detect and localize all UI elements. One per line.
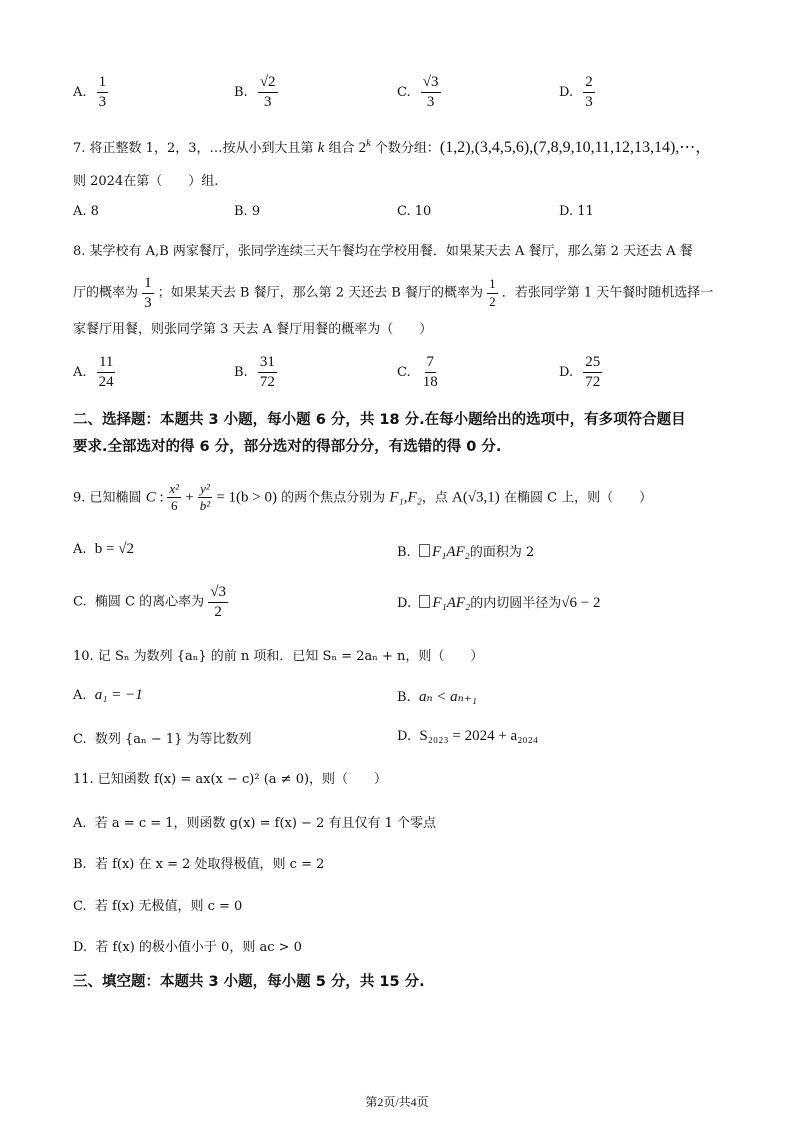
q8-option-c: C. $\frac{7}{18}$ (397, 354, 438, 390)
q8-stem-line3: 家餐厅用餐，则张同学第 3 天去 A 餐厅用餐的概率为（ ） (73, 322, 433, 337)
q9-option-b: B. F₁AF₂的面积为 2 (397, 544, 535, 560)
q11-option-c: C. 若 f(x) 无极值，则 c = 0 (73, 899, 243, 914)
q6-option-a: A. $\frac{1}{3}$ (73, 74, 107, 110)
q7-option-b: B. 9 (234, 204, 261, 219)
q7-stem-line1: 7. 将正整数 1，2，3，…按从小到大且第 k 组合 2$^k$ 个数分组：(1,2),(3,4,5,6),(7,8,9,10,11,12,13,14),⋯， (73, 138, 712, 156)
q8-stem-line1: 8. 某学校有 A,B 两家餐厅，张同学连续三天午餐均在学校用餐．如果某天去 A 餐厅，那么第 2 天还去 A 餐 (73, 244, 693, 259)
fraction: $\frac{1}{3}$ (98, 74, 107, 110)
fraction: $\frac{7}{18}$ (422, 354, 438, 390)
fraction: $\frac{11}{24}$ (98, 354, 114, 390)
q11-option-d: D. 若 f(x) 的极小值小于 0，则 ac > 0 (73, 940, 302, 955)
fraction: $\frac{2}{3}$ (585, 74, 593, 110)
q8-option-b: B. $\frac{31}{72}$ (234, 354, 275, 390)
q7-option-c: C. 10 (397, 204, 432, 219)
q9-option-a: A. b = √2 (73, 541, 134, 557)
page-footer: 第2页/共4页 (365, 1095, 429, 1109)
q9-stem: 9. 已知椭圆 C : $\frac{\text{x²}}{6}$ + $\frac{\text{y²}}{\text{b²}}$ = 1(b > 0) 的两个焦点分别为 F₁,F₂，点 A(√3,1) 在椭圆 C 上，则（ ） (73, 481, 653, 514)
q10-option-b: B. aₙ < aₙ₊₁ (397, 689, 477, 705)
fraction: $\frac{√2}{3}$ (259, 74, 276, 110)
q8-stem-line2: 厅的概率为 $\frac{1}{3}$ ；如果某天去 B 餐厅，那么第 2 天还去 B 餐厅的概率为 $\frac{1}{2}$ ．若张同学第 1 天午餐时随机选择一 (73, 275, 714, 311)
q8-option-d: D. $\frac{25}{72}$ (559, 354, 601, 390)
fraction: $\frac{√3}{2}$ (210, 584, 226, 620)
fraction: $\frac{\text{y²}}{\text{b²}}$ (199, 481, 211, 514)
q11-option-a: A. 若 a = c = 1，则函数 g(x) = f(x) − 2 有且仅有 1 个零点 (73, 816, 437, 831)
q11-stem: 11. 已知函数 f(x) = ax(x − c)² (a ≠ 0)，则（ ） (73, 772, 388, 787)
q6-option-b: B. $\frac{√2}{3}$ (234, 74, 276, 110)
q10-option-c: C. 数列 {aₙ − 1} 为等比数列 (73, 732, 252, 747)
q7-option-a: A. 8 (73, 204, 99, 219)
q7-stem-line2: 则 2024在第（ ）组. (73, 174, 219, 189)
section-3-heading: 三、填空题：本题共 3 小题，每小题 5 分，共 15 分. (73, 974, 425, 990)
fraction: $\frac{25}{72}$ (585, 354, 601, 390)
q7-option-d: D. 11 (559, 204, 594, 219)
section-2-heading: 二、选择题：本题共 3 小题，每小题 6 分，共 18 分.在每小题给出的选项中，有多项符合题目 要求.全部选对的得 6 分，部分选对的得部分分，有选错的得 0 分. (73, 412, 686, 455)
q10-stem: 10. 记 Sₙ 为数列 {aₙ} 的前 n 项和．已知 Sₙ = 2aₙ + n，则（ ） (73, 649, 484, 664)
fraction: $\frac{\text{x²}}{6}$ (169, 481, 180, 514)
q11-option-b: B. 若 f(x) 在 x = 2 处取得极值，则 c = 2 (73, 857, 325, 872)
fraction: $\frac{1}{3}$ (144, 275, 152, 311)
triangle-symbol-icon (419, 544, 430, 557)
fraction: $\frac{√3}{3}$ (422, 74, 439, 110)
q9-option-d: D. F₁AF₂的内切圆半径为√6 − 2 (397, 595, 601, 611)
q9-option-c: C. 椭圆 C 的离心率为 $\frac{√3}{2}$ (73, 584, 226, 620)
triangle-symbol-icon (419, 595, 430, 608)
fraction: $\frac{31}{72}$ (259, 354, 275, 390)
q10-option-a: A. a₁ = −1 (73, 687, 143, 703)
q6-option-c: C. $\frac{√3}{3}$ (397, 74, 439, 110)
fraction: $\frac{1}{2}$ (489, 276, 496, 309)
q6-option-d: D. $\frac{2}{3}$ (559, 74, 593, 110)
q8-option-a: A. $\frac{11}{24}$ (73, 354, 114, 390)
q10-option-d: D. S₂₀₂₃ = 2024 + a₂₀₂₄ (397, 728, 539, 744)
